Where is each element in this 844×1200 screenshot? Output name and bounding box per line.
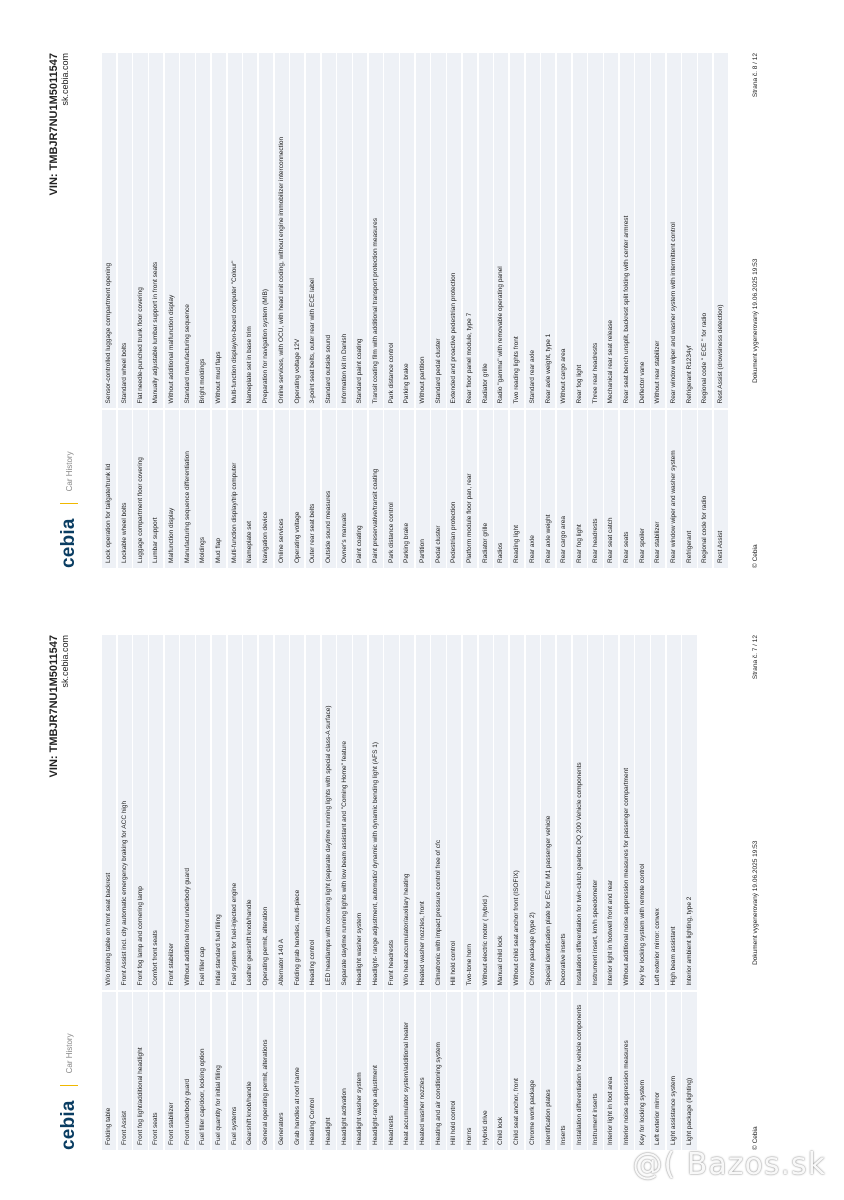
equipment-category: Headlight washer system — [353, 992, 367, 1150]
equipment-value: Rear window wiper and washer system with intermittent control — [667, 53, 681, 409]
equipment-category: Radiator grille — [479, 410, 493, 568]
equipment-value: Mechanical rear seat release — [604, 53, 618, 409]
table-row — [353, 53, 367, 568]
table-row — [196, 635, 210, 1150]
logo-subtitle: Car History — [64, 451, 74, 492]
equipment-category: Partition — [416, 410, 430, 568]
equipment-value: Initial standard fuel filling — [212, 635, 226, 991]
footer-page-number: Strana č. 7 / 12 — [752, 635, 759, 680]
equipment-category: Manufacturing sequence differentiation — [180, 410, 194, 568]
table-row — [651, 635, 665, 1150]
equipment-category: Refrigerant — [682, 410, 696, 568]
equipment-value: Online services, with OCU, with head unit coding, without engine immobilizer interconnection — [275, 53, 289, 409]
equipment-category: Rest Assist — [714, 410, 728, 568]
equipment-value: LED headlamps with cornering light (separate daytime running lights with special class-A surface) — [322, 635, 336, 991]
table-row — [165, 53, 179, 568]
equipment-value: Without mud flaps — [212, 53, 226, 409]
footer-generated: Dokument vygenerovaný 19.06.2025 19:53 — [752, 258, 759, 383]
equipment-category: Chrome work package — [526, 992, 540, 1150]
equipment-value: Special identification plate for EC for M1 passenger vehicle — [541, 635, 555, 991]
table-row — [431, 635, 445, 1150]
equipment-value: Without additional front underbody guard — [180, 635, 194, 991]
equipment-category: Folding table — [102, 992, 116, 1150]
table-row — [557, 53, 571, 568]
equipment-category: Light package (lighting) — [682, 992, 696, 1150]
equipment-value: Front Assist incl. city automatic emergency braking for ACC high — [118, 635, 132, 991]
equipment-value: 3-point seat belts, outer rear with ECE label — [306, 53, 320, 409]
table-row — [431, 53, 445, 568]
table-row — [604, 635, 618, 1150]
equipment-category: Key for locking system — [635, 992, 649, 1150]
table-row — [322, 635, 336, 1150]
equipment-category: Inserts — [557, 992, 571, 1150]
equipment-category: Front fog light/additional headlight — [133, 992, 147, 1150]
table-row — [635, 635, 649, 1150]
equipment-value: Standard paint coating — [353, 53, 367, 409]
table-row — [557, 635, 571, 1150]
equipment-value: Key for locking system with remote control — [635, 635, 649, 991]
table-row — [682, 53, 696, 568]
table-row — [573, 53, 587, 568]
table-row — [290, 635, 304, 1150]
equipment-category: Lock operation for tailgate/trunk lid — [102, 410, 116, 568]
table-row — [384, 53, 398, 568]
table-row — [447, 635, 461, 1150]
equipment-value: Rear floor panel module, type 7 — [463, 53, 477, 409]
table-row — [494, 53, 508, 568]
table-row — [102, 53, 116, 568]
table-row — [369, 635, 383, 1150]
equipment-category: Identification plates — [541, 992, 555, 1150]
table-row — [165, 635, 179, 1150]
equipment-value: Leather gearshift knob/handle — [243, 635, 257, 991]
equipment-value: Three rear headrests — [588, 53, 602, 409]
equipment-value: Operating voltage 12V — [290, 53, 304, 409]
equipment-category: Headlight activation — [337, 992, 351, 1150]
equipment-value: Chrome package (type 2) — [526, 635, 540, 991]
equipment-value: Rear seat bench unsplit, backrest split folding with center armrest — [620, 53, 634, 409]
table-row — [228, 53, 242, 568]
equipment-category: Multi-function display/trip computer — [228, 410, 242, 568]
equipment-value: Multi-function display/on-board computer "Colour" — [228, 53, 242, 409]
equipment-value: Operating permit, alteration — [259, 635, 273, 991]
equipment-category: Online services — [275, 410, 289, 568]
equipment-category: Parking brake — [400, 410, 414, 568]
equipment-category: Heated washer nozzles — [416, 992, 430, 1150]
equipment-category: Fuel filler cap/door, locking option — [196, 992, 210, 1150]
equipment-value: Without child seat anchor front (ISOFIX) — [510, 635, 524, 991]
equipment-category: Instrument inserts — [588, 992, 602, 1150]
equipment-value: Two-tone horn — [463, 635, 477, 991]
table-row — [212, 53, 226, 568]
table-row — [149, 635, 163, 1150]
equipment-value: Refrigerant R1234yf — [682, 53, 696, 409]
equipment-value: Heated washer nozzles, front — [416, 635, 430, 991]
equipment-value: Standard pedal cluster — [431, 53, 445, 409]
equipment-category: Rear axle weight — [541, 410, 555, 568]
table-row — [479, 53, 493, 568]
equipment-category: Rear seat catch — [604, 410, 618, 568]
table-row — [290, 53, 304, 568]
equipment-category: Front seats — [149, 992, 163, 1150]
table-row — [337, 635, 351, 1150]
cebia-logo — [58, 1033, 80, 1150]
table-row — [180, 53, 194, 568]
equipment-category: Light assistance system — [667, 992, 681, 1150]
table-row — [400, 635, 414, 1150]
equipment-value: Bright moldings — [196, 53, 210, 409]
table-row — [196, 53, 210, 568]
equipment-category: Fuel systems — [228, 992, 242, 1150]
equipment-category: General operating permit, alterations — [259, 992, 273, 1150]
equipment-value: Transit coating film with additional transport protection measures — [369, 53, 383, 409]
table-row — [510, 635, 524, 1150]
equipment-category: Horns — [463, 992, 477, 1150]
equipment-value: Front fog lamp and cornering lamp — [133, 635, 147, 991]
table-row — [667, 635, 681, 1150]
table-row — [635, 53, 649, 568]
equipment-value: Parking brake — [400, 53, 414, 409]
equipment-value: Heading control — [306, 635, 320, 991]
equipment-category: Reading light — [510, 410, 524, 568]
equipment-value: Without additional noise suppression measures for passenger compartment — [620, 635, 634, 991]
table-row — [306, 53, 320, 568]
equipment-value: Radio "gamma" with removable operating panel — [494, 53, 508, 409]
equipment-category: Heading Control — [306, 992, 320, 1150]
table-row — [526, 635, 540, 1150]
equipment-value: Standard wheel bolts — [118, 53, 132, 409]
equipment-category: Lumbar support — [149, 410, 163, 568]
equipment-category: Regional code for radio — [698, 410, 712, 568]
equipment-category: Moldings — [196, 410, 210, 568]
table-row — [243, 635, 257, 1150]
equipment-value: Flat needle-punched trunk floor covering — [133, 53, 147, 409]
equipment-category: Front stabilizer — [165, 992, 179, 1150]
equipment-category: Generators — [275, 992, 289, 1150]
equipment-category: Grab handles at roof frame — [290, 992, 304, 1150]
table-row — [180, 635, 194, 1150]
equipment-value: High beam assistant — [667, 635, 681, 991]
equipment-category: Nameplate set — [243, 410, 257, 568]
site-url: sk.cebia.com — [60, 53, 70, 106]
equipment-category: Fuel quantity for initial filling — [212, 992, 226, 1150]
vin-block — [48, 53, 70, 195]
equipment-category: Rear seats — [620, 410, 634, 568]
footer-copyright: © Cebia — [752, 544, 759, 568]
footer-generated: Dokument vygenerovaný 19.06.2025 19:53 — [752, 840, 759, 965]
table-row — [698, 53, 712, 568]
equipment-value: Front stabilizer — [165, 635, 179, 991]
equipment-value: Deflector vane — [635, 53, 649, 409]
table-row — [682, 635, 696, 1150]
table-row — [400, 53, 414, 568]
equipment-value: Manually adjustable lumbar support in front seats — [149, 53, 163, 409]
equipment-category: Paint preservative/transit coating — [369, 410, 383, 568]
equipment-category: Paint coating — [353, 410, 367, 568]
site-url: sk.cebia.com — [60, 635, 70, 688]
logo-divider — [60, 1085, 78, 1086]
equipment-value: Standard rear axle — [526, 53, 540, 409]
table-row — [353, 635, 367, 1150]
cebia-logo — [58, 451, 80, 568]
table-row — [228, 635, 242, 1150]
table-row — [651, 53, 665, 568]
vin-block — [48, 635, 70, 777]
equipment-category: Mud flap — [212, 410, 226, 568]
equipment-category: Lockable wheel bolts — [118, 410, 132, 568]
equipment-category: Rear axle — [526, 410, 540, 568]
table-row — [604, 53, 618, 568]
equipment-value: Left exterior mirror: convex — [651, 635, 665, 991]
equipment-category: Hill hold control — [447, 992, 461, 1150]
equipment-value: Fuel system for fuel-injected engine — [228, 635, 242, 991]
equipment-value: Park distance control — [384, 53, 398, 409]
equipment-value: Without partition — [416, 53, 430, 409]
logo-wordmark: cebia — [58, 1100, 79, 1150]
equipment-value: Without rear stabilizer — [651, 53, 665, 409]
equipment-category: Platform module floor pan, rear — [463, 410, 477, 568]
table-row — [306, 635, 320, 1150]
page-footer — [752, 53, 759, 568]
equipment-value: Instrument insert, km/h speedometer — [588, 635, 602, 991]
equipment-value: Headlight washer system — [353, 635, 367, 991]
table-row — [259, 53, 273, 568]
table-row — [588, 53, 602, 568]
equipment-value: Alternator 140 A — [275, 635, 289, 991]
equipment-value: Interior light in footwell front and rear — [604, 635, 618, 991]
table-row — [133, 635, 147, 1150]
table-row — [494, 635, 508, 1150]
equipment-category: Front Assist — [118, 992, 132, 1150]
equipment-category: Gearshift knob/handle — [243, 992, 257, 1150]
equipment-value: Sensor-controlled luggage compartment opening — [102, 53, 116, 409]
table-row — [541, 53, 555, 568]
equipment-category: Radios — [494, 410, 508, 568]
equipment-category: Headlight-range adjustment — [369, 992, 383, 1150]
logo-subtitle: Car History — [64, 1033, 74, 1074]
table-row — [416, 53, 430, 568]
equipment-value: Standard outside sound — [322, 53, 336, 409]
equipment-value: Rear fog light — [573, 53, 587, 409]
table-row — [337, 53, 351, 568]
equipment-value: Headlight- range adjustment, automatic/ dynamic with dynamic bending light (AFS 1) — [369, 635, 383, 991]
equipment-table — [102, 53, 730, 568]
table-row — [384, 635, 398, 1150]
vin-number: VIN: TMBJR7NU1M5011547 — [48, 635, 60, 778]
table-row — [259, 635, 273, 1150]
equipment-category: Rear cargo area — [557, 410, 571, 568]
page-header — [48, 53, 88, 568]
table-row — [275, 635, 289, 1150]
table-row — [322, 53, 336, 568]
equipment-value: Standard manufacturing sequence — [180, 53, 194, 409]
equipment-value: Decorative inserts — [557, 635, 571, 991]
equipment-category: Pedestrian protection — [447, 410, 461, 568]
equipment-category: Rear window wiper and washer system — [667, 410, 681, 568]
equipment-value: Manual child lock — [494, 635, 508, 991]
equipment-value: Preparation for navigation system (MIB) — [259, 53, 273, 409]
equipment-category: Headlight — [322, 992, 336, 1150]
table-row — [620, 635, 634, 1150]
footer-copyright: © Cebia — [752, 1126, 759, 1150]
equipment-category: Front underbody guard — [180, 992, 194, 1150]
table-row — [212, 635, 226, 1150]
table-row — [526, 53, 540, 568]
table-row — [118, 53, 132, 568]
equipment-category: Left exterior mirror — [651, 992, 665, 1150]
equipment-category: Hybrid drive — [479, 992, 493, 1150]
table-row — [620, 53, 634, 568]
page-header — [48, 635, 88, 1150]
table-row — [275, 53, 289, 568]
equipment-value: Climatronic with impact pressure control free of cfc — [431, 635, 445, 991]
equipment-value: Comfort front seats — [149, 635, 163, 991]
vin-number: VIN: TMBJR7NU1M5011547 — [48, 53, 60, 196]
equipment-category: Outer rear seat belts — [306, 410, 320, 568]
logo-wordmark: cebia — [58, 518, 79, 568]
page-footer — [752, 635, 759, 1150]
equipment-value: Nameplate set in base trim — [243, 53, 257, 409]
equipment-category: Rear stabilizer — [651, 410, 665, 568]
table-row — [369, 53, 383, 568]
equipment-category: Heat accumulator system/additional heater — [400, 992, 414, 1150]
equipment-category: Navigation device — [259, 410, 273, 568]
table-row — [541, 635, 555, 1150]
equipment-category: Operating voltage — [290, 410, 304, 568]
equipment-value: Without additional malfunction display — [165, 53, 179, 409]
table-row — [149, 53, 163, 568]
equipment-value: Separate daytime running lights with low beam assistant and "Coming Home" feature — [337, 635, 351, 991]
equipment-category: Luggage compartment floor covering — [133, 410, 147, 568]
table-row — [118, 635, 132, 1150]
bazos-watermark: @( Bazos.sk — [632, 1147, 826, 1182]
equipment-value: Extended and proactive pedestrian protection — [447, 53, 461, 409]
table-row — [667, 53, 681, 568]
equipment-value: Regional code " ECE " for radio — [698, 53, 712, 409]
equipment-category: Child seat anchor, front — [510, 992, 524, 1150]
table-row — [243, 53, 257, 568]
equipment-category: Park distance control — [384, 410, 398, 568]
equipment-value: Front headrests — [384, 635, 398, 991]
equipment-value: Radiator grille — [479, 53, 493, 409]
table-row — [573, 635, 587, 1150]
equipment-value: Hill hold control — [447, 635, 461, 991]
equipment-category: Child lock — [494, 992, 508, 1150]
report-page-7 — [40, 625, 788, 1160]
equipment-value: Folding grab handles, multi-piece — [290, 635, 304, 991]
table-row — [463, 635, 477, 1150]
table-row — [463, 53, 477, 568]
table-row — [510, 53, 524, 568]
equipment-category: Interior noise suppression measures — [620, 992, 634, 1150]
equipment-table — [102, 635, 698, 1150]
equipment-category: Rear headrests — [588, 410, 602, 568]
table-row — [714, 53, 728, 568]
equipment-value: Information kit in Danish — [337, 53, 351, 409]
equipment-value: Two reading lights front — [510, 53, 524, 409]
equipment-value: Without cargo area — [557, 53, 571, 409]
equipment-category: Pedal cluster — [431, 410, 445, 568]
logo-divider — [60, 503, 78, 504]
equipment-value: W/o folding table on front seat backrest — [102, 635, 116, 991]
equipment-value: Interior ambient lighting, type 2 — [682, 635, 696, 991]
table-row — [102, 635, 116, 1150]
equipment-value: Without electric motor ( hybrid ) — [479, 635, 493, 991]
equipment-category: Installation differentiation for vehicle components — [573, 992, 587, 1150]
equipment-category: Owner's manuals — [337, 410, 351, 568]
table-row — [588, 635, 602, 1150]
equipment-category: Rear spoiler — [635, 410, 649, 568]
report-page-8 — [40, 43, 788, 578]
equipment-value: Rest Assist (drowsiness detection) — [714, 53, 728, 409]
equipment-value: Installation differentiation for twin-clutch gearbox DQ 200 Vehicle components — [573, 635, 587, 991]
equipment-category: Outside sound measures — [322, 410, 336, 568]
equipment-category: Interior light in foot area — [604, 992, 618, 1150]
table-row — [479, 635, 493, 1150]
equipment-category: Heating and air conditioning system — [431, 992, 445, 1150]
equipment-category: Malfunction display — [165, 410, 179, 568]
equipment-category: Headrests — [384, 992, 398, 1150]
equipment-category: Rear fog light — [573, 410, 587, 568]
table-row — [447, 53, 461, 568]
footer-page-number: Strana č. 8 / 12 — [752, 53, 759, 98]
equipment-value: Rear axle weight, type 1 — [541, 53, 555, 409]
equipment-value: Fuel filler cap — [196, 635, 210, 991]
equipment-value: W/o heat accumulator/auxiliary heating — [400, 635, 414, 991]
table-row — [416, 635, 430, 1150]
table-row — [133, 53, 147, 568]
